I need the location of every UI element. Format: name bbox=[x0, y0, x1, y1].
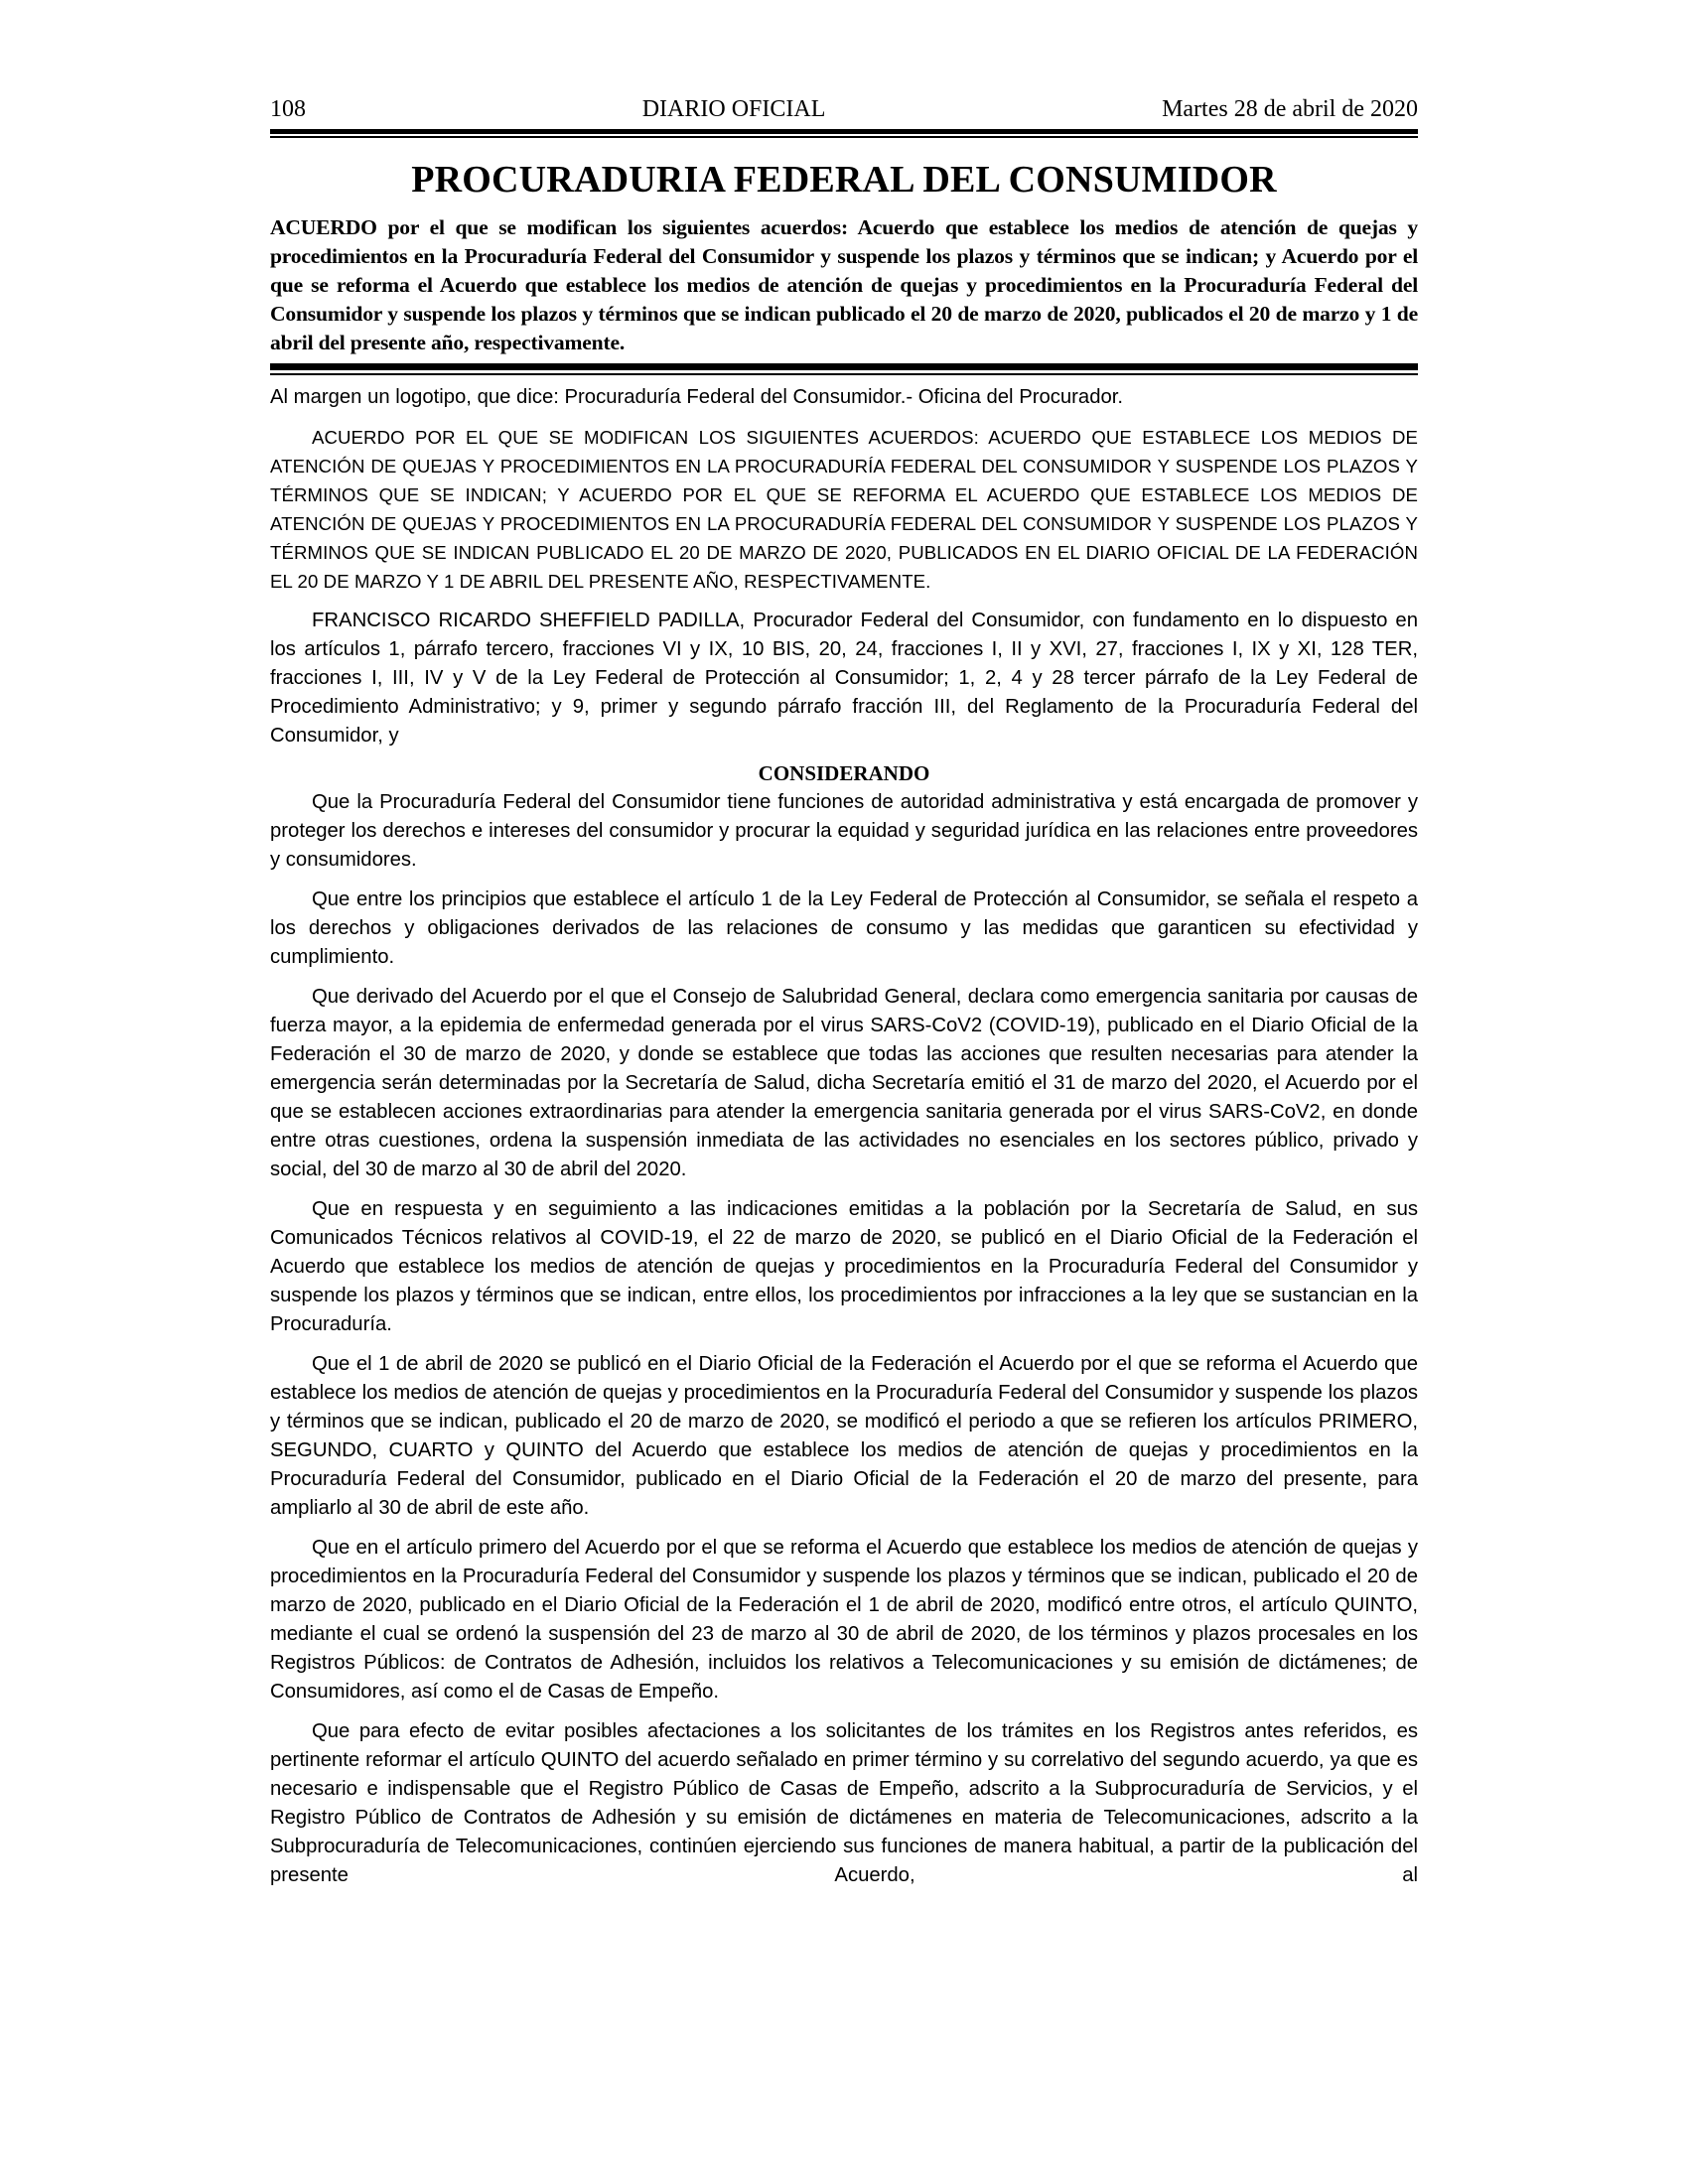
publication-name: DIARIO OFICIAL bbox=[641, 96, 826, 122]
publication-date: Martes 28 de abril de 2020 bbox=[1162, 96, 1418, 122]
considerando-paragraph: Que en respuesta y en seguimiento a las indicaciones emitidas a la población por la Secretaría de Salud, en sus Comunicados Técnicos relativos al COVID-19, el 22 de marzo de 2020, se publicó en el Diario Oficial de la Federación el Acuerdo que establece los medios de atención de quejas y procedimientos en la Procuraduría Federal del Consumidor y suspende los plazos y términos que se indican, entre ellos, los procedimientos por infracciones a la ley que se sustancian en la Procuraduría. bbox=[270, 1198, 1418, 1335]
header-divider-thick bbox=[270, 129, 1418, 134]
considerando-paragraph: Que entre los principios que establece el artículo 1 de la Ley Federal de Protección al Consumidor, se señala el respeto a los derechos y obligaciones derivados de las relaciones de consumo y las medidas que garanticen su efectividad y cumplimiento. bbox=[270, 888, 1418, 968]
section-title: PROCURADURIA FEDERAL DEL CONSUMIDOR bbox=[411, 159, 1277, 201]
decree-title-caps: ACUERDO POR EL QUE SE MODIFICAN LOS SIGUIENTES ACUERDOS: ACUERDO QUE ESTABLECE LOS MEDIOS DE ATENCIÓN DE QUEJAS Y PROCEDIMIENTOS EN LA PROCURADURÍA FEDERAL DEL CONSUMIDOR Y SUSPENDE LOS PLAZOS Y TÉRMINOS QUE SE INDICAN; Y ACUERDO POR EL QUE SE REFORMA EL ACUERDO QUE ESTABLECE LOS MEDIOS DE ATENCIÓN DE QUEJAS Y PROCEDIMIENTOS EN LA PROCURADURÍA FEDERAL DEL CONSUMIDOR Y SUSPENDE LOS PLAZOS Y TÉRMINOS QUE SE INDICAN PUBLICADO EL 20 DE MARZO DE 2020, PUBLICADOS EN EL DIARIO OFICIAL DE LA FEDERACIÓN EL 20 DE MARZO Y 1 DE ABRIL DEL PRESENTE AÑO, RESPECTIVAMENTE. bbox=[270, 427, 1418, 592]
page-number: 108 bbox=[270, 96, 306, 122]
considerando-heading: CONSIDERANDO bbox=[758, 761, 930, 785]
considerando-paragraph: Que la Procuraduría Federal del Consumidor tiene funciones de autoridad administrativa y está encargada de promover y proteger los derechos e intereses del consumidor y procurar la equidad y seguridad jurídica en las relaciones entre proveedores y consumidores. bbox=[270, 791, 1418, 871]
summary-divider-thin bbox=[270, 373, 1418, 375]
document-page bbox=[270, 95, 1418, 1890]
header-divider bbox=[270, 129, 1418, 138]
considerando-paragraph: Que el 1 de abril de 2020 se publicó en el Diario Oficial de la Federación el Acuerdo por el que se reforma el Acuerdo que establece los medios de atención de quejas y procedimientos en la Procuraduría Federal del Consumidor y suspende los plazos y términos que se indican, publicado el 20 de marzo de 2020, se modificó el periodo a que se refieren los artículos PRIMERO, SEGUNDO, CUARTO y QUINTO del Acuerdo que establece los medios de atención de quejas y procedimientos en la Procuraduría Federal del Consumidor, publicado en el Diario Oficial de la Federación el 20 de marzo del presente, para ampliarlo al 30 de abril de este año. bbox=[270, 1353, 1418, 1519]
preamble-paragraph: FRANCISCO RICARDO SHEFFIELD PADILLA, Procurador Federal del Consumidor, con fundamento en lo dispuesto en los artículos 1, párrafo tercero, fracciones VI y IX, 10 BIS, 20, 24, fracciones I, II y XVI, 27, fracciones I, IX y XI, 128 TER, fracciones I, III, IV y V de la Ley Federal de Protección al Consumidor; 1, 2, 4 y 28 tercer párrafo de la Ley Federal de Procedimiento Administrativo; y 9, primer y segundo párrafo fracción III, del Reglamento de la Procuraduría Federal del Consumidor, y bbox=[270, 610, 1418, 747]
decree-summary: ACUERDO por el que se modifican los siguientes acuerdos: Acuerdo que establece los medios de atención de quejas y procedimientos en la Procuraduría Federal del Consumidor y suspende los plazos y términos que se indican; y Acuerdo por el que se reforma el Acuerdo que establece los medios de atención de quejas y procedimientos en la Procuraduría Federal del Consumidor y suspende los plazos y términos que se indican publicado el 20 de marzo de 2020, publicados el 20 de marzo y 1 de abril del presente año, respectivamente. bbox=[270, 215, 1418, 354]
considerando-paragraph: Que derivado del Acuerdo por el que el Consejo de Salubridad General, declara como emergencia sanitaria por causas de fuerza mayor, a la epidemia de enfermedad generada por el virus SARS-CoV2 (COVID-19), publicado en el Diario Oficial de la Federación el 30 de marzo de 2020, y donde se establece que todas las acciones que resulten necesarias para atender la emergencia serán determinadas por la Secretaría de Salud, dicha Secretaría emitió el 31 de marzo del 2020, el Acuerdo por el que se establecen acciones extraordinarias para atender la emergencia sanitaria generada por el virus SARS-CoV2, en donde entre otras cuestiones, ordena la suspensión inmediata de las actividades no esenciales en los sectores público, privado y social, del 30 de marzo al 30 de abril del 2020. bbox=[270, 986, 1418, 1180]
summary-divider-thick bbox=[270, 363, 1418, 370]
considerando-paragraph: Que en el artículo primero del Acuerdo por el que se reforma el Acuerdo que establece los medios de atención de quejas y procedimientos en la Procuraduría Federal del Consumidor y suspende los plazos y términos que se indican, publicado el 20 de marzo de 2020, publicado en el Diario Oficial de la Federación el 1 de abril de 2020, modificó entre otros, el artículo QUINTO, mediante el cual se ordenó la suspensión del 23 de marzo al 30 de abril de 2020, de los términos y plazos procesales en los Registros Públicos: de Contratos de Adhesión, incluidos los relativos a Telecomunicaciones y su emisión de dictámenes; de Consumidores, así como el de Casas de Empeño. bbox=[270, 1537, 1418, 1703]
header-divider-thin bbox=[270, 136, 1418, 138]
running-head bbox=[270, 95, 1418, 123]
considerando-paragraph: Que para efecto de evitar posibles afectaciones a los solicitantes de los trámites en los Registros antes referidos, es pertinente reformar el artículo QUINTO del acuerdo señalado en primer término y su correlativo del segundo acuerdo, ya que es necesario e indispensable que el Registro Público de Casas de Empeño, adscrito a la Subprocuraduría de Servicios, y el Registro Público de Contratos de Adhesión y su emisión de dictámenes en materia de Telecomunicaciones, adscrito a la Subprocuraduría de Telecomunicaciones, continúen ejerciendo sus funciones de manera habitual, a partir de la publicación del presente Acuerdo, al bbox=[270, 1720, 1418, 1886]
margin-note: Al margen un logotipo, que dice: Procuraduría Federal del Consumidor.- Oficina del Procurador. bbox=[270, 386, 1124, 408]
summary-divider bbox=[270, 363, 1418, 375]
